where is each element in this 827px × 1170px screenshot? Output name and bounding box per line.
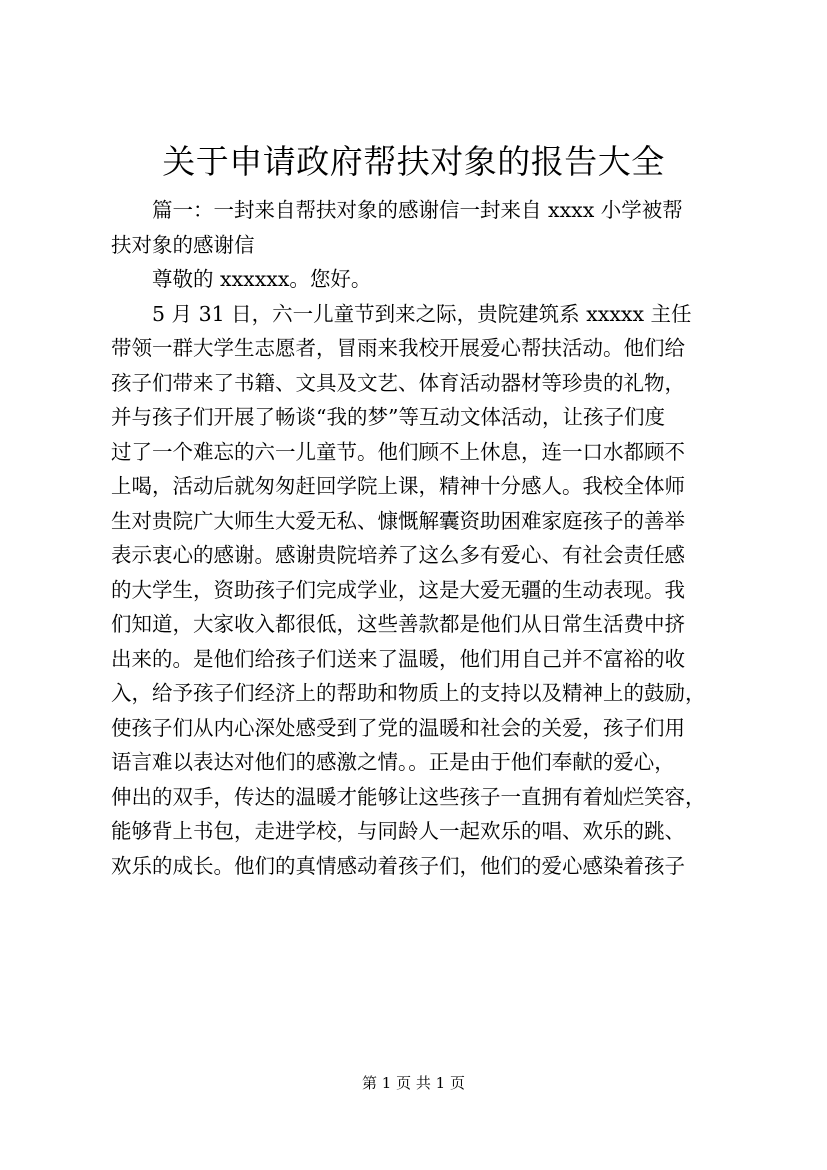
text-line: 表示衷心的感谢。感谢贵院培养了这么多有爱心、有社会责任感 xyxy=(111,543,685,567)
text-line: 伸出的双手，传达的温暖才能够让这些孩子一直拥有着灿烂笑容， xyxy=(111,784,706,809)
text-line: 使孩子们从内心深处感受到了党的温暖和社会的关爱，孩子们用 xyxy=(111,715,685,740)
text-line: 篇一：一封来自帮扶对象的感谢信一封来自 xxxx 小学被帮 xyxy=(152,198,683,222)
text-line: 生对贵院广大师生大爱无私、慷慨解囊资助困难家庭孩子的善举 xyxy=(111,508,685,533)
text-line: 并与孩子们开展了畅谈“我的梦”等互动文体活动，让孩子们度 xyxy=(111,405,665,429)
text-line: 孩子们带来了书籍、文具及文艺、体育活动器材等珍贵的礼物， xyxy=(111,370,685,395)
paragraph-heading xyxy=(111,193,723,262)
text-line: 扶对象的感谢信 xyxy=(111,232,255,257)
text-line: 入，给予孩子们经济上的帮助和物质上的支持以及精神上的鼓励， xyxy=(111,681,706,705)
document-title: 关于申请政府帮扶对象的报告大全 xyxy=(162,142,665,181)
text-line: 们知道，大家收入都很低，这些善款都是他们从日常生活费中挤 xyxy=(111,612,685,636)
text-line: 上喝，活动后就匆匆赶回学院上课，精神十分感人。我校全体师 xyxy=(111,474,685,498)
paragraph-body xyxy=(111,297,723,884)
text-line: 尊敬的 xxxxxx。您好。 xyxy=(152,267,372,291)
document-body xyxy=(111,193,723,883)
paragraph-salutation xyxy=(111,262,723,297)
page-footer: 第 1 页 共 1 页 xyxy=(362,1074,465,1092)
text-line: 过了一个难忘的六一儿童节。他们顾不上休息，连一口水都顾不 xyxy=(111,439,685,464)
text-line: 语言难以表达对他们的感激之情。。正是由于他们奉献的爱心， xyxy=(111,750,675,774)
text-line: 出来的。是他们给孩子们送来了温暖，他们用自己并不富裕的收 xyxy=(111,646,685,671)
text-line: 的大学生，资助孩子们完成学业，这是大爱无疆的生动表现。我 xyxy=(111,577,685,602)
text-line: 5 月 31 日，六一儿童节到来之际，贵院建筑系 xxxxx 主任 xyxy=(152,301,692,326)
text-line: 带领一群大学生志愿者，冒雨来我校开展爱心帮扶活动。他们给 xyxy=(111,336,685,360)
text-line: 能够背上书包，走进学校，与同龄人一起欢乐的唱、欢乐的跳、 xyxy=(111,819,685,843)
text-line: 欢乐的成长。他们的真情感动着孩子们，他们的爱心感染着孩子 xyxy=(111,853,685,878)
